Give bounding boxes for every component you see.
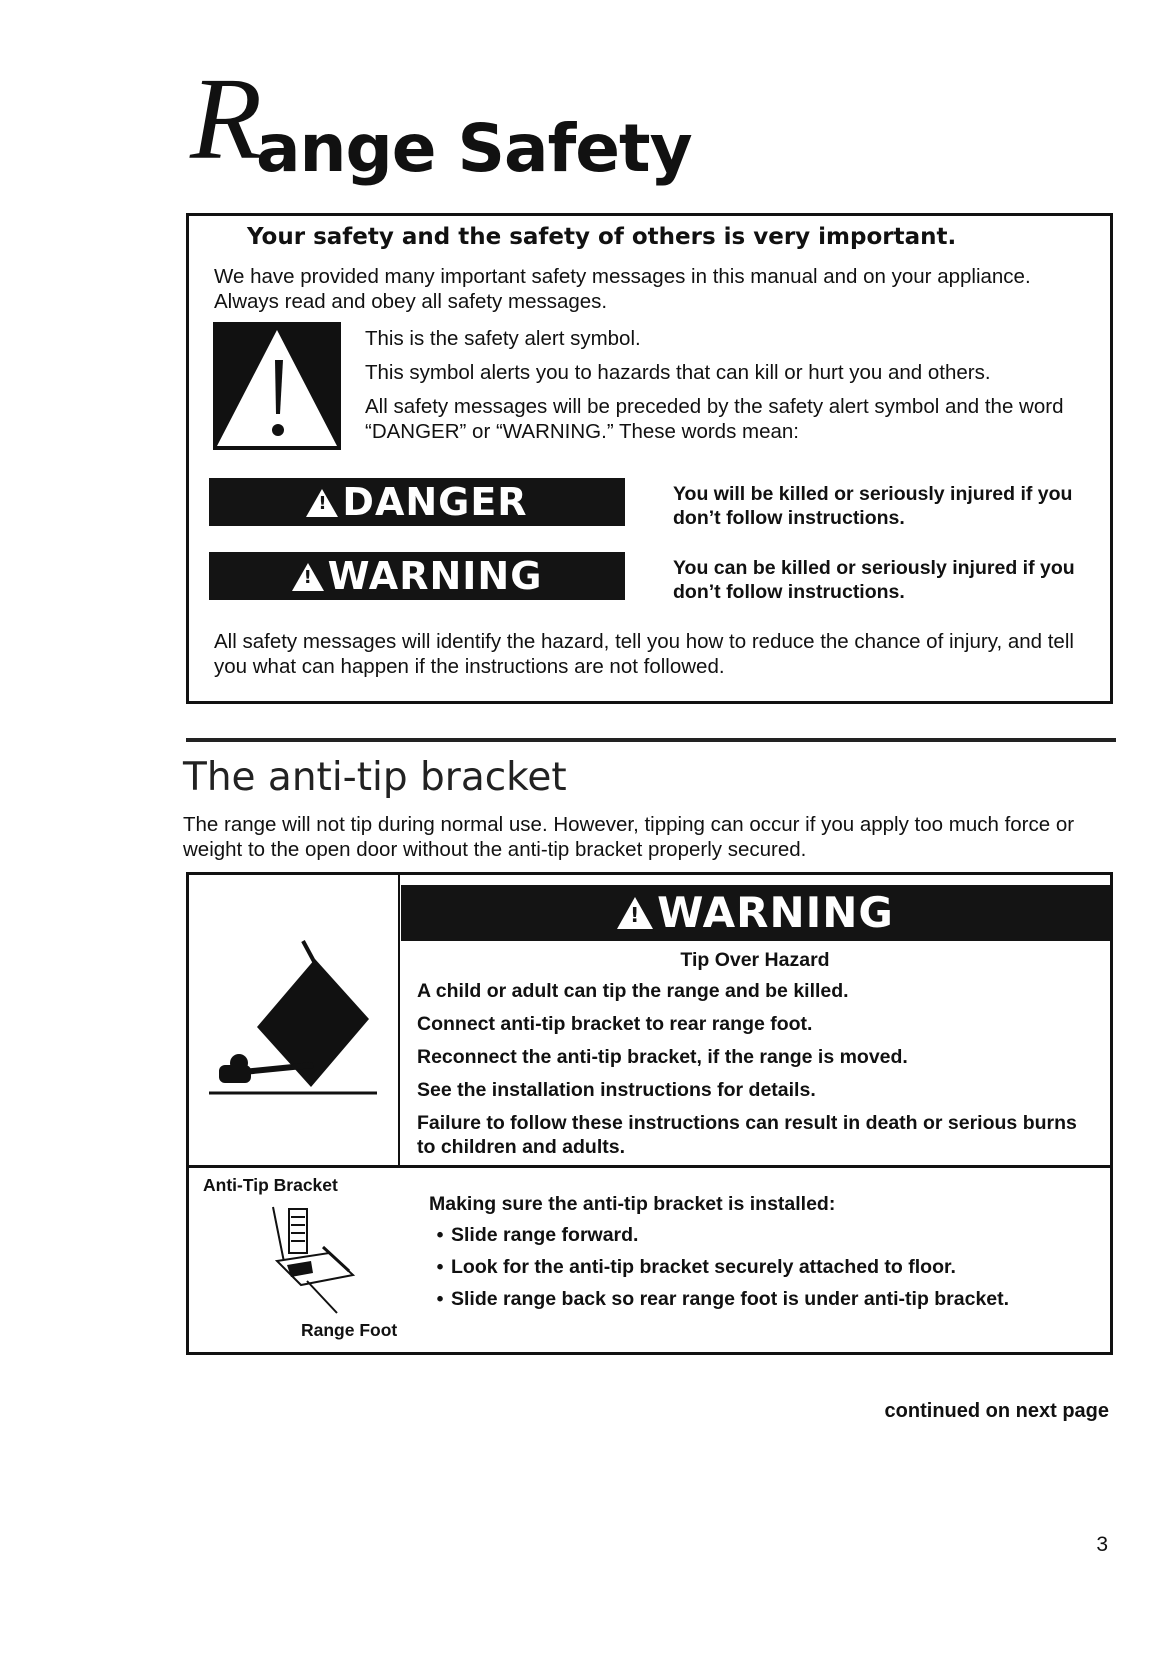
section-divider [186,738,1116,742]
list-item: • Slide range back so rear range foot is under anti-tip bracket. [429,1287,1109,1311]
warning-meaning: You can be killed or seriously injured if you don’t follow instructions. [673,557,1075,603]
safety-message-box [186,213,1113,704]
safety-intro: We have provided many important safety messages in this manual and on your appliance. Always read and obey all safety messages. [214,265,1031,313]
alert-line: All safety messages will be preceded by the safety alert symbol and the word “DANGER” or “WARNING.” These words mean: [365,395,1064,443]
hazard-title: Tip Over Hazard [680,949,830,971]
list-item: • Look for the anti-tip bracket securely attached to floor. [429,1255,1109,1279]
warning-label: WARNING [327,554,543,598]
continued-note: continued on next page [884,1400,1109,1422]
hazard-line: See the installation instructions for details. [417,1079,816,1101]
alert-line: This is the safety alert symbol. [365,327,641,350]
warning-signal-word [209,552,625,600]
hazard-lines [417,979,1097,1168]
anti-tip-bracket-illustration [267,1201,377,1317]
safety-footer: All safety messages will identify the hazard, tell you how to reduce the chance of injury, and tell you what can happen if the instructions are not followed. [214,630,1074,678]
section-body: The range will not tip during normal use. However, tipping can occur if you apply too much force or weight to the open door without the anti-tip bracket properly secured. [183,813,1075,861]
safety-heading: Your safety and the safety of others is very important. [247,224,957,250]
alert-line: This symbol alerts you to hazards that can kill or hurt you and others. [365,361,991,384]
page-title-rest: ange Safety [256,110,692,187]
section-title: The anti-tip bracket [183,755,567,800]
hazard-line: Failure to follow these instructions can result in death or serious burns to children and adults. [417,1112,1077,1158]
hazard-line: A child or adult can tip the range and be killed. [417,980,849,1002]
page-number: 3 [1096,1533,1108,1556]
alert-triangle-icon [292,563,324,591]
foot-label: Range Foot [301,1320,398,1340]
box-divider [398,875,400,1165]
alert-triangle-icon [617,897,653,929]
anti-tip-warning-box [186,872,1113,1355]
safety-alert-icon [213,322,341,450]
warning-banner-label: WARNING [657,888,894,937]
hazard-line: Connect anti-tip bracket to rear range foot. [417,1013,813,1035]
danger-signal-word [209,478,625,526]
check-list [429,1223,1109,1319]
page-title-initial: R [190,53,263,184]
tip-over-illustration [203,937,383,1107]
bracket-label: Anti-Tip Bracket [203,1175,338,1195]
check-title: Making sure the anti-tip bracket is installed: [429,1193,836,1215]
list-item: • Slide range forward. [429,1223,1109,1247]
hazard-line: Reconnect the anti-tip bracket, if the range is moved. [417,1046,908,1068]
alert-triangle-icon [306,489,338,517]
warning-banner [401,885,1110,941]
alert-explanation [365,326,1085,453]
danger-meaning: You will be killed or seriously injured if you don’t follow instructions. [673,483,1073,529]
danger-label: DANGER [342,480,528,524]
